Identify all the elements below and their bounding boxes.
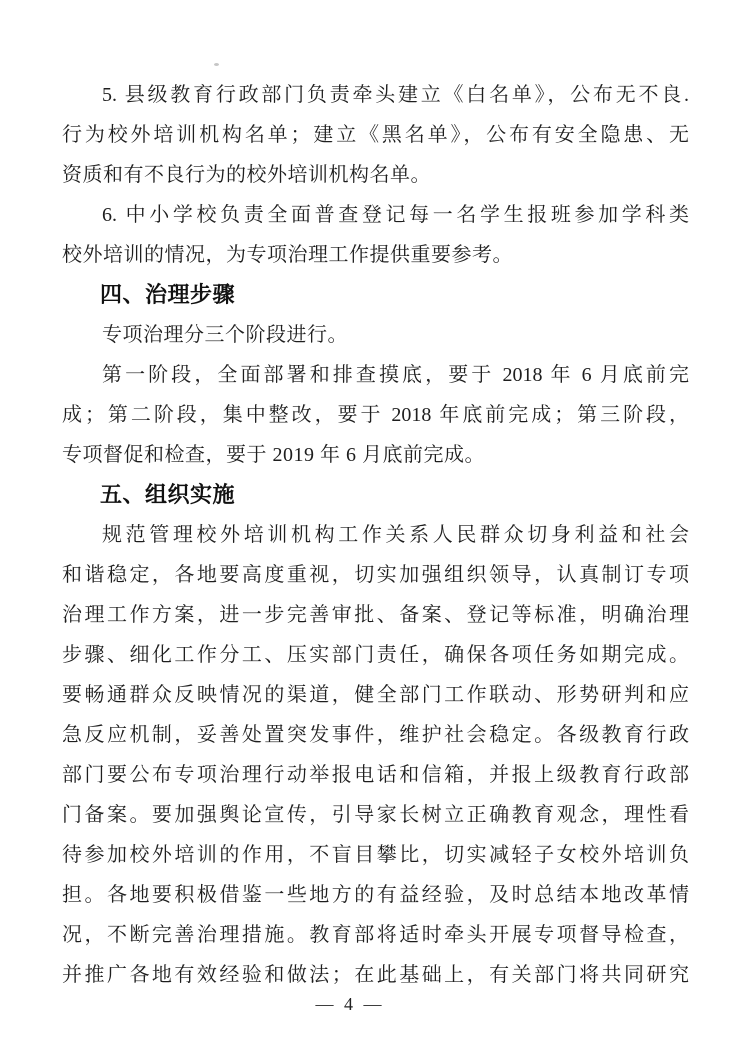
paragraph-line: 第一阶段，全面部署和排查摸底，要于 2018 年 6 月底前完 — [102, 364, 689, 386]
paragraph-line: 5. 县级教育行政部门负责牵头建立《白名单》，公布无不良. — [102, 84, 689, 106]
paragraph-line: 况，不断完善治理措施。教育部将适时牵头开展专项督导检查， — [62, 924, 689, 946]
paragraph-line: 步骤、细化工作分工、压实部门责任，确保各项任务如期完成。 — [62, 644, 689, 666]
paragraph-line: 专项督促和检查，要于 2019 年 6 月底前完成。 — [62, 444, 485, 466]
paragraph-line: 资质和有不良行为的校外培训机构名单。 — [62, 164, 431, 186]
paragraph-line: 急反应机制，妥善处置突发事件，维护社会稳定。各级教育行政 — [62, 724, 689, 746]
paragraph-line: 担。各地要积极借鉴一些地方的有益经验，及时总结本地改革情 — [62, 884, 689, 906]
paragraph-line: 并推广各地有效经验和做法；在此基础上，有关部门将共同研究 — [62, 964, 689, 986]
paragraph-line: 成；第二阶段，集中整改，要于 2018 年底前完成；第三阶段， — [62, 404, 689, 426]
scan-speck-artifact — [214, 63, 219, 66]
document-body — [62, 75, 689, 995]
paragraph-line: 要畅通群众反映情况的渠道，健全部门工作联动、形势研判和应 — [62, 684, 689, 706]
paragraph-line: 规范管理校外培训机构工作关系人民群众切身利益和社会 — [102, 524, 689, 546]
paragraph-line: 行为校外培训机构名单；建立《黑名单》，公布有安全隐患、无 — [62, 124, 689, 146]
paragraph-line: 专项治理分三个阶段进行。 — [102, 324, 348, 346]
paragraph-line: 门备案。要加强舆论宣传，引导家长树立正确教育观念，理性看 — [62, 804, 689, 826]
paragraph-line: 部门要公布专项治理行动举报电话和信箱，并报上级教育行政部 — [62, 764, 689, 786]
paragraph-line: 治理工作方案，进一步完善审批、备案、登记等标准，明确治理 — [62, 604, 689, 626]
section-heading-4: 四、治理步骤 — [100, 282, 236, 307]
paragraph-line: 和谐稳定，各地要高度重视，切实加强组织领导，认真制订专项 — [62, 564, 689, 586]
section-heading-5: 五、组织实施 — [100, 482, 236, 507]
paragraph-line: 6. 中小学校负责全面普查登记每一名学生报班参加学科类 — [102, 204, 689, 226]
paragraph-line: 校外培训的情况，为专项治理工作提供重要参考。 — [62, 244, 513, 266]
page-number: — 4 — — [315, 994, 385, 1014]
paragraph-line: 待参加校外培训的作用，不盲目攀比，切实减轻子女校外培训负 — [62, 844, 689, 866]
